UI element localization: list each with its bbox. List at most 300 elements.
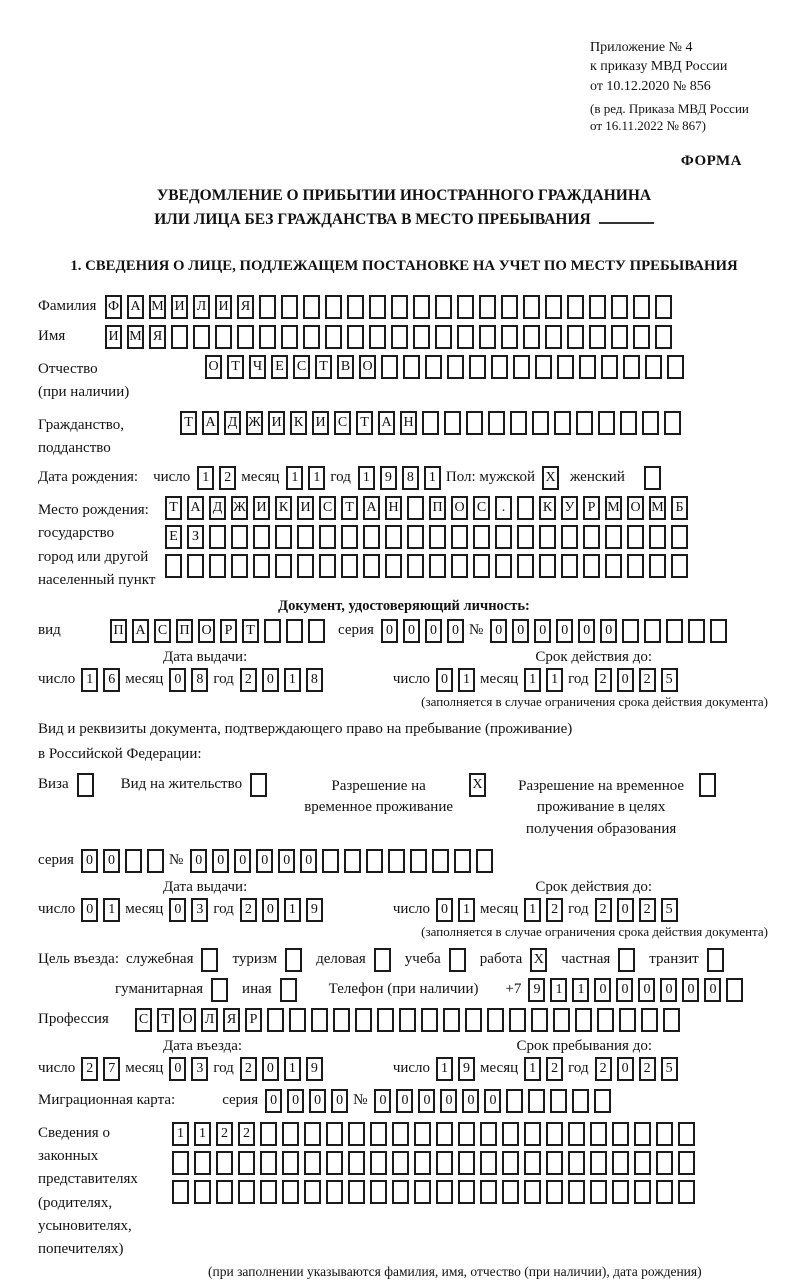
char-cell[interactable]: И [297, 496, 314, 520]
char-cell[interactable]: Я [237, 295, 254, 319]
char-cell[interactable]: 8 [191, 668, 208, 692]
char-cell[interactable]: Ж [246, 411, 263, 435]
char-cell[interactable] [414, 1122, 431, 1146]
char-cell[interactable]: 0 [682, 978, 699, 1002]
char-cell[interactable] [275, 525, 292, 549]
char-cell[interactable] [645, 355, 662, 379]
char-cell[interactable] [125, 849, 142, 873]
char-cell[interactable] [282, 1180, 299, 1204]
char-cell[interactable]: 0 [262, 1057, 279, 1081]
char-cell[interactable]: 2 [546, 898, 563, 922]
char-cell[interactable] [641, 1008, 658, 1032]
char-cell[interactable] [655, 295, 672, 319]
char-cell[interactable] [554, 411, 571, 435]
char-cell[interactable] [457, 295, 474, 319]
char-cell[interactable] [688, 619, 705, 643]
char-cell[interactable] [634, 1122, 651, 1146]
char-cell[interactable]: Д [224, 411, 241, 435]
char-cell[interactable] [583, 525, 600, 549]
char-cell[interactable]: 0 [396, 1089, 413, 1113]
char-cell[interactable]: 1 [358, 466, 375, 490]
char-cell[interactable]: 0 [447, 619, 464, 643]
char-cell[interactable] [392, 1180, 409, 1204]
char-cell[interactable] [304, 1180, 321, 1204]
char-cell[interactable]: 0 [462, 1089, 479, 1113]
char-cell[interactable]: 0 [309, 1089, 326, 1113]
char-cell[interactable] [612, 1180, 629, 1204]
char-cell[interactable]: 1 [458, 898, 475, 922]
char-cell[interactable] [487, 1008, 504, 1032]
char-cell[interactable] [510, 411, 527, 435]
char-cell[interactable] [502, 1180, 519, 1204]
char-cell[interactable]: М [149, 295, 166, 319]
char-cell[interactable] [429, 554, 446, 578]
char-cell[interactable] [644, 619, 661, 643]
char-cell[interactable] [495, 554, 512, 578]
char-cell[interactable]: К [275, 496, 292, 520]
char-cell[interactable] [642, 411, 659, 435]
char-cell[interactable] [495, 525, 512, 549]
char-cell[interactable] [303, 325, 320, 349]
char-cell[interactable] [370, 1180, 387, 1204]
char-cell[interactable]: Ч [249, 355, 266, 379]
char-cell[interactable] [403, 355, 420, 379]
char-cell[interactable]: 0 [436, 898, 453, 922]
char-cell[interactable]: 0 [594, 978, 611, 1002]
char-cell[interactable] [513, 355, 530, 379]
char-cell[interactable]: 0 [103, 849, 120, 873]
char-cell[interactable]: 5 [661, 668, 678, 692]
char-cell[interactable] [550, 1089, 567, 1113]
char-cell[interactable]: М [649, 496, 666, 520]
char-cell[interactable] [524, 1180, 541, 1204]
char-cell[interactable]: 0 [436, 668, 453, 692]
char-cell[interactable] [667, 355, 684, 379]
char-cell[interactable] [649, 525, 666, 549]
char-cell[interactable]: 2 [595, 1057, 612, 1081]
char-cell[interactable]: 5 [661, 1057, 678, 1081]
char-cell[interactable]: 5 [661, 898, 678, 922]
checkbox-cell[interactable] [449, 948, 466, 972]
char-cell[interactable] [303, 295, 320, 319]
char-cell[interactable]: 1 [572, 978, 589, 1002]
char-cell[interactable]: 1 [546, 668, 563, 692]
char-cell[interactable]: 6 [103, 668, 120, 692]
char-cell[interactable]: Л [201, 1008, 218, 1032]
char-cell[interactable] [546, 1122, 563, 1146]
char-cell[interactable]: 0 [287, 1089, 304, 1113]
char-cell[interactable] [656, 1122, 673, 1146]
char-cell[interactable] [502, 1122, 519, 1146]
char-cell[interactable] [414, 1180, 431, 1204]
char-cell[interactable] [627, 525, 644, 549]
char-cell[interactable]: А [202, 411, 219, 435]
char-cell[interactable] [545, 295, 562, 319]
char-cell[interactable]: 0 [212, 849, 229, 873]
char-cell[interactable] [260, 1180, 277, 1204]
char-cell[interactable] [655, 325, 672, 349]
char-cell[interactable]: Я [223, 1008, 240, 1032]
char-cell[interactable]: 2 [639, 898, 656, 922]
char-cell[interactable] [678, 1180, 695, 1204]
char-cell[interactable] [546, 1180, 563, 1204]
char-cell[interactable]: 1 [197, 466, 214, 490]
char-cell[interactable] [259, 295, 276, 319]
char-cell[interactable] [568, 1180, 585, 1204]
char-cell[interactable]: Р [220, 619, 237, 643]
char-cell[interactable] [572, 1089, 589, 1113]
char-cell[interactable] [623, 355, 640, 379]
char-cell[interactable]: 1 [172, 1122, 189, 1146]
char-cell[interactable]: 2 [81, 1057, 98, 1081]
char-cell[interactable]: 0 [169, 668, 186, 692]
char-cell[interactable] [589, 295, 606, 319]
char-cell[interactable] [488, 411, 505, 435]
checkbox-cell[interactable] [644, 466, 661, 490]
char-cell[interactable] [531, 1008, 548, 1032]
checkbox-cell[interactable] [618, 948, 635, 972]
char-cell[interactable] [656, 1180, 673, 1204]
char-cell[interactable] [633, 325, 650, 349]
char-cell[interactable] [281, 295, 298, 319]
char-cell[interactable]: 1 [524, 898, 541, 922]
char-cell[interactable]: Н [385, 496, 402, 520]
char-cell[interactable]: 0 [169, 898, 186, 922]
char-cell[interactable]: 0 [578, 619, 595, 643]
char-cell[interactable] [289, 1008, 306, 1032]
char-cell[interactable] [594, 1089, 611, 1113]
char-cell[interactable] [535, 355, 552, 379]
char-cell[interactable] [319, 525, 336, 549]
char-cell[interactable]: 7 [103, 1057, 120, 1081]
char-cell[interactable] [215, 325, 232, 349]
char-cell[interactable] [443, 1008, 460, 1032]
char-cell[interactable] [612, 1122, 629, 1146]
char-cell[interactable]: 0 [440, 1089, 457, 1113]
char-cell[interactable] [590, 1122, 607, 1146]
char-cell[interactable]: 0 [381, 619, 398, 643]
char-cell[interactable] [553, 1008, 570, 1032]
char-cell[interactable]: 0 [418, 1089, 435, 1113]
char-cell[interactable] [479, 325, 496, 349]
char-cell[interactable]: 0 [374, 1089, 391, 1113]
char-cell[interactable]: 3 [191, 898, 208, 922]
char-cell[interactable]: 0 [638, 978, 655, 1002]
char-cell[interactable] [231, 525, 248, 549]
char-cell[interactable] [216, 1180, 233, 1204]
char-cell[interactable]: Т [157, 1008, 174, 1032]
char-cell[interactable]: 1 [524, 1057, 541, 1081]
char-cell[interactable] [568, 1122, 585, 1146]
char-cell[interactable] [253, 554, 270, 578]
char-cell[interactable] [432, 849, 449, 873]
char-cell[interactable] [319, 554, 336, 578]
char-cell[interactable] [447, 355, 464, 379]
char-cell[interactable] [392, 1122, 409, 1146]
char-cell[interactable] [308, 619, 325, 643]
char-cell[interactable]: 9 [458, 1057, 475, 1081]
char-cell[interactable] [413, 325, 430, 349]
char-cell[interactable]: А [187, 496, 204, 520]
checkbox-cell[interactable]: X [542, 466, 559, 490]
char-cell[interactable]: 0 [617, 1057, 634, 1081]
char-cell[interactable] [348, 1180, 365, 1204]
char-cell[interactable] [633, 295, 650, 319]
char-cell[interactable] [425, 355, 442, 379]
char-cell[interactable]: Ж [231, 496, 248, 520]
char-cell[interactable] [209, 554, 226, 578]
char-cell[interactable]: 2 [240, 668, 257, 692]
char-cell[interactable] [275, 554, 292, 578]
char-cell[interactable] [147, 849, 164, 873]
char-cell[interactable] [473, 554, 490, 578]
char-cell[interactable]: К [290, 411, 307, 435]
char-cell[interactable] [611, 295, 628, 319]
char-cell[interactable] [469, 355, 486, 379]
char-cell[interactable] [399, 1008, 416, 1032]
char-cell[interactable]: 0 [484, 1089, 501, 1113]
char-cell[interactable]: С [154, 619, 171, 643]
char-cell[interactable] [710, 619, 727, 643]
char-cell[interactable] [605, 554, 622, 578]
char-cell[interactable] [539, 554, 556, 578]
char-cell[interactable]: 0 [425, 619, 442, 643]
char-cell[interactable] [517, 554, 534, 578]
char-cell[interactable]: 2 [639, 1057, 656, 1081]
char-cell[interactable] [473, 525, 490, 549]
char-cell[interactable] [671, 525, 688, 549]
char-cell[interactable]: И [268, 411, 285, 435]
checkbox-cell[interactable] [201, 948, 218, 972]
char-cell[interactable] [506, 1089, 523, 1113]
char-cell[interactable]: П [110, 619, 127, 643]
char-cell[interactable]: 1 [458, 668, 475, 692]
char-cell[interactable]: С [334, 411, 351, 435]
char-cell[interactable]: 0 [403, 619, 420, 643]
char-cell[interactable]: И [312, 411, 329, 435]
char-cell[interactable] [260, 1122, 277, 1146]
char-cell[interactable]: 2 [595, 668, 612, 692]
char-cell[interactable] [377, 1008, 394, 1032]
char-cell[interactable]: О [179, 1008, 196, 1032]
char-cell[interactable]: . [495, 496, 512, 520]
char-cell[interactable] [436, 1180, 453, 1204]
char-cell[interactable]: 0 [169, 1057, 186, 1081]
char-cell[interactable]: А [132, 619, 149, 643]
char-cell[interactable] [421, 1008, 438, 1032]
char-cell[interactable] [622, 619, 639, 643]
char-cell[interactable] [385, 554, 402, 578]
char-cell[interactable]: 1 [436, 1057, 453, 1081]
char-cell[interactable] [282, 1122, 299, 1146]
char-cell[interactable]: Б [671, 496, 688, 520]
char-cell[interactable]: 1 [194, 1122, 211, 1146]
char-cell[interactable] [326, 1122, 343, 1146]
char-cell[interactable]: 0 [331, 1089, 348, 1113]
char-cell[interactable]: Т [315, 355, 332, 379]
char-cell[interactable]: З [187, 525, 204, 549]
char-cell[interactable] [311, 1008, 328, 1032]
char-cell[interactable] [388, 849, 405, 873]
char-cell[interactable] [601, 355, 618, 379]
char-cell[interactable] [561, 554, 578, 578]
char-cell[interactable] [436, 1122, 453, 1146]
char-cell[interactable] [579, 355, 596, 379]
char-cell[interactable] [347, 325, 364, 349]
char-cell[interactable]: 9 [380, 466, 397, 490]
char-cell[interactable] [627, 554, 644, 578]
char-cell[interactable]: С [293, 355, 310, 379]
char-cell[interactable] [539, 525, 556, 549]
char-cell[interactable] [429, 525, 446, 549]
char-cell[interactable] [238, 1180, 255, 1204]
char-cell[interactable]: И [105, 325, 122, 349]
char-cell[interactable] [304, 1122, 321, 1146]
char-cell[interactable]: 0 [704, 978, 721, 1002]
char-cell[interactable]: П [176, 619, 193, 643]
char-cell[interactable] [476, 849, 493, 873]
char-cell[interactable] [678, 1122, 695, 1146]
char-cell[interactable] [501, 295, 518, 319]
char-cell[interactable] [325, 325, 342, 349]
char-cell[interactable] [597, 1008, 614, 1032]
char-cell[interactable] [165, 554, 182, 578]
char-cell[interactable]: А [363, 496, 380, 520]
char-cell[interactable]: 1 [286, 466, 303, 490]
char-cell[interactable]: 0 [556, 619, 573, 643]
char-cell[interactable]: 2 [240, 1057, 257, 1081]
char-cell[interactable]: 0 [265, 1089, 282, 1113]
char-cell[interactable] [663, 1008, 680, 1032]
char-cell[interactable]: Т [356, 411, 373, 435]
char-cell[interactable] [517, 525, 534, 549]
checkbox-cell[interactable] [250, 773, 267, 797]
char-cell[interactable]: 9 [306, 1057, 323, 1081]
char-cell[interactable]: 8 [402, 466, 419, 490]
char-cell[interactable] [634, 1180, 651, 1204]
char-cell[interactable] [391, 325, 408, 349]
char-cell[interactable]: И [215, 295, 232, 319]
char-cell[interactable] [193, 325, 210, 349]
checkbox-cell[interactable] [280, 978, 297, 1002]
char-cell[interactable] [326, 1180, 343, 1204]
char-cell[interactable] [567, 325, 584, 349]
char-cell[interactable] [454, 849, 471, 873]
char-cell[interactable]: 0 [616, 978, 633, 1002]
char-cell[interactable] [259, 325, 276, 349]
char-cell[interactable]: 1 [524, 668, 541, 692]
char-cell[interactable]: О [205, 355, 222, 379]
char-cell[interactable]: И [171, 295, 188, 319]
char-cell[interactable] [561, 525, 578, 549]
char-cell[interactable]: 1 [550, 978, 567, 1002]
char-cell[interactable] [407, 554, 424, 578]
char-cell[interactable]: У [561, 496, 578, 520]
char-cell[interactable] [583, 554, 600, 578]
char-cell[interactable]: 2 [216, 1122, 233, 1146]
char-cell[interactable]: 1 [308, 466, 325, 490]
char-cell[interactable]: С [473, 496, 490, 520]
char-cell[interactable]: 0 [534, 619, 551, 643]
char-cell[interactable]: О [627, 496, 644, 520]
char-cell[interactable] [407, 525, 424, 549]
char-cell[interactable] [532, 411, 549, 435]
char-cell[interactable]: Е [165, 525, 182, 549]
char-cell[interactable]: 2 [240, 898, 257, 922]
char-cell[interactable] [480, 1122, 497, 1146]
char-cell[interactable] [458, 1180, 475, 1204]
char-cell[interactable] [209, 525, 226, 549]
char-cell[interactable]: Т [341, 496, 358, 520]
char-cell[interactable] [286, 619, 303, 643]
char-cell[interactable]: И [253, 496, 270, 520]
char-cell[interactable]: 0 [617, 898, 634, 922]
checkbox-cell[interactable] [707, 948, 724, 972]
char-cell[interactable]: Н [400, 411, 417, 435]
char-cell[interactable]: М [127, 325, 144, 349]
char-cell[interactable] [237, 325, 254, 349]
checkbox-cell[interactable] [77, 773, 94, 797]
char-cell[interactable] [480, 1180, 497, 1204]
char-cell[interactable] [369, 295, 386, 319]
char-cell[interactable] [413, 295, 430, 319]
char-cell[interactable]: А [378, 411, 395, 435]
char-cell[interactable] [264, 619, 281, 643]
char-cell[interactable] [194, 1180, 211, 1204]
char-cell[interactable]: 1 [284, 668, 301, 692]
char-cell[interactable] [355, 1008, 372, 1032]
char-cell[interactable]: 1 [81, 668, 98, 692]
char-cell[interactable] [253, 525, 270, 549]
char-cell[interactable]: Т [180, 411, 197, 435]
char-cell[interactable] [576, 411, 593, 435]
char-cell[interactable]: О [198, 619, 215, 643]
checkbox-cell[interactable] [374, 948, 391, 972]
char-cell[interactable] [410, 849, 427, 873]
char-cell[interactable] [381, 355, 398, 379]
char-cell[interactable]: 2 [595, 898, 612, 922]
char-cell[interactable]: 0 [600, 619, 617, 643]
char-cell[interactable] [422, 411, 439, 435]
checkbox-cell[interactable] [699, 773, 716, 797]
char-cell[interactable]: 0 [234, 849, 251, 873]
char-cell[interactable] [501, 325, 518, 349]
char-cell[interactable] [391, 295, 408, 319]
char-cell[interactable] [187, 554, 204, 578]
checkbox-cell[interactable]: X [469, 773, 486, 797]
char-cell[interactable] [451, 525, 468, 549]
char-cell[interactable] [369, 325, 386, 349]
char-cell[interactable] [528, 1089, 545, 1113]
char-cell[interactable] [491, 355, 508, 379]
char-cell[interactable]: 3 [191, 1057, 208, 1081]
char-cell[interactable]: Т [227, 355, 244, 379]
char-cell[interactable] [479, 295, 496, 319]
checkbox-cell[interactable] [211, 978, 228, 1002]
char-cell[interactable]: Ф [105, 295, 122, 319]
char-cell[interactable]: 0 [490, 619, 507, 643]
char-cell[interactable] [444, 411, 461, 435]
char-cell[interactable] [333, 1008, 350, 1032]
char-cell[interactable]: О [359, 355, 376, 379]
char-cell[interactable] [590, 1180, 607, 1204]
char-cell[interactable]: 1 [424, 466, 441, 490]
char-cell[interactable]: 0 [256, 849, 273, 873]
char-cell[interactable] [267, 1008, 284, 1032]
char-cell[interactable] [363, 554, 380, 578]
char-cell[interactable]: 0 [262, 668, 279, 692]
char-cell[interactable] [341, 525, 358, 549]
